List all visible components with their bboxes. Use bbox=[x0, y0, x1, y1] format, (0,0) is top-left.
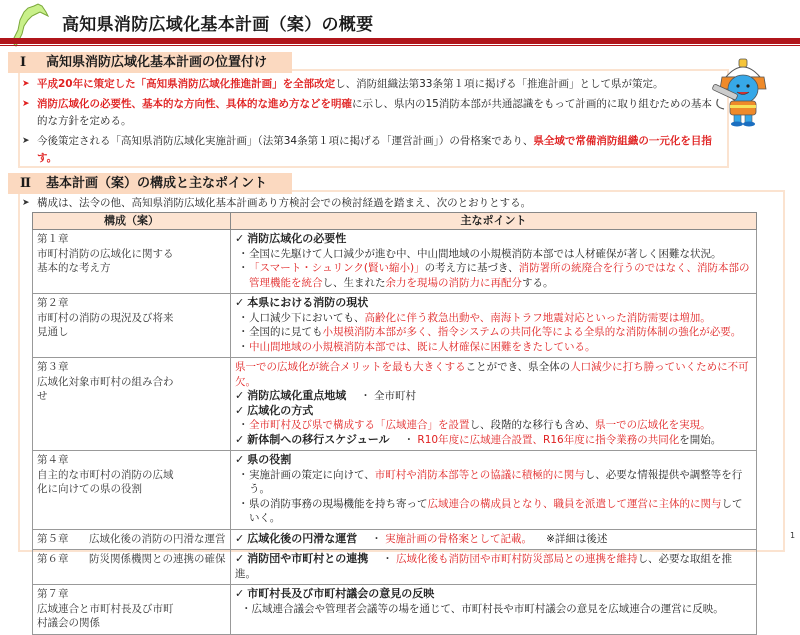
highlight-text: 消防署所の統廃合を行うのではなく、消防本部の管理機能を統合 bbox=[249, 262, 750, 289]
point-sub-text: を開始。 bbox=[679, 433, 722, 446]
chapter-title: 広域化後の消防の円滑な運営 bbox=[89, 532, 226, 545]
chapter-title: 広域連合と市町村長及び市町村議会の関係 bbox=[37, 602, 174, 629]
table-row bbox=[33, 294, 757, 358]
list-item bbox=[22, 96, 712, 130]
chapter-title: 市町村消防の広域化に関する基本的な考え方 bbox=[37, 247, 174, 274]
points-cell bbox=[231, 585, 757, 635]
note-text: ※詳細は後述 bbox=[546, 532, 608, 545]
chapter-number: 第５章 bbox=[37, 532, 69, 545]
chapter-title: 広域化対象市町村の組み合わせ bbox=[37, 375, 174, 402]
bullet-item: ・ 人口減少下においても、高齢化に伴う救急出動や、南海トラフ地震対応といった消防需要は増加。 bbox=[238, 311, 711, 324]
checkmark-icon: ✓ bbox=[235, 232, 245, 245]
page-title: 高知県消防広域化基本計画（案）の概要 bbox=[62, 15, 374, 35]
chapter-cell bbox=[33, 451, 231, 530]
chapter-number: 第４章 bbox=[37, 454, 69, 466]
points-cell bbox=[231, 294, 757, 358]
checkmark-icon: ✓ bbox=[235, 432, 245, 446]
chapter-cell bbox=[33, 585, 231, 635]
points-cell bbox=[231, 358, 757, 451]
list-item bbox=[22, 76, 712, 93]
highlight-text: 市町村や消防本部等との協議に積極的に関与 bbox=[374, 468, 585, 481]
item-text: し、消防組織法第33条第１項に掲げる「推進計画」として県が策定。 bbox=[335, 78, 664, 90]
point-heading: ✓ 広域化後の円滑な運営 ・ 実施計画の骨格案として記載。 ※詳細は後述 bbox=[235, 531, 608, 545]
chapter-number: 第７章 bbox=[37, 588, 69, 600]
point-heading-text: 新体制への移行スケジュール bbox=[247, 432, 390, 446]
section2-heading bbox=[8, 173, 292, 194]
point-heading bbox=[235, 389, 752, 404]
section2-number: Ⅱ bbox=[20, 176, 31, 191]
chapter-cell bbox=[33, 358, 231, 451]
bullet-item: ・ 県の消防事務の現場機能を持ち寄って広域連合の構成員となり、職員を派遣して運営に主体的に関与していく。 bbox=[238, 497, 743, 524]
section2-title: 基本計画（案）の構成と主なポイント bbox=[46, 176, 268, 191]
bullet-text: ことができ、県全体の bbox=[465, 361, 571, 373]
highlight-text: 県一での広域化が統合メリットを最も大きくする bbox=[235, 361, 466, 373]
list-item bbox=[22, 133, 712, 167]
table-row bbox=[33, 550, 757, 585]
point-heading bbox=[235, 453, 752, 468]
bullet-text: 県の消防事務の現場機能を持ち寄って bbox=[249, 497, 428, 510]
table-header-row bbox=[33, 213, 757, 230]
point-sub-text: ・ 全市町村 bbox=[360, 390, 417, 402]
highlight-text: 消防広域化の必要性、基本的な方向性、具体的な進め方などを明確 bbox=[37, 98, 352, 110]
section1-list bbox=[22, 76, 712, 170]
firefighter-mascot-icon bbox=[710, 55, 776, 127]
point-heading: ✓ 消防団や市町村との連携 ・ 広域化後も消防団や市町村防災部局との連携を維持し、必要な取組を推進。 bbox=[235, 552, 733, 580]
checkmark-icon: ✓ bbox=[235, 587, 245, 600]
checkmark-icon: ✓ bbox=[235, 531, 245, 545]
bullet-text: し、生まれた bbox=[322, 276, 386, 289]
chapter-cell bbox=[33, 529, 231, 550]
bullet-item: ・ 中山間地域の小規模消防本部では、既に人材確保に困難をきたしている。 bbox=[238, 340, 596, 353]
highlight-text: 余力を現場の消防力に再配分 bbox=[385, 276, 522, 289]
points-cell bbox=[231, 550, 757, 585]
highlight-text: 広域連合の構成員となり、職員を派遣して運営に主体的に関与 bbox=[427, 497, 722, 510]
chapter-number: 第２章 bbox=[37, 297, 69, 309]
chapter-cell bbox=[33, 294, 231, 358]
bullet-text: の考え方に基づき、 bbox=[424, 262, 519, 274]
highlight-text: 県全域で常備消防組織の一元化を目指す。 bbox=[37, 135, 712, 164]
point-heading-text: 市町村長及び市町村議会の意見の反映 bbox=[247, 587, 435, 600]
highlight-text: 広域化後も消防団や市町村防災部局との連携を維持 bbox=[396, 553, 638, 565]
checkmark-icon: ✓ bbox=[235, 552, 245, 565]
chapter-number: 第３章 bbox=[37, 361, 69, 373]
point-heading-text: 消防広域化重点地域 bbox=[247, 389, 347, 402]
highlight-text: 小規模消防本部が多く、指令システムの共同化等による全県的な消防体制の強化が必要。 bbox=[322, 326, 742, 338]
point-heading-text: 県の役割 bbox=[247, 453, 292, 466]
intro-text: 構成は、法令の他、高知県消防広域化基本計画あり方検討会での検討経過を踏まえ、次のとおりとする。 bbox=[37, 197, 532, 209]
checkmark-icon: ✓ bbox=[235, 403, 245, 417]
chapter-cell bbox=[33, 230, 231, 294]
point-heading bbox=[235, 587, 752, 602]
arrow-right-icon: ➤ bbox=[22, 79, 30, 89]
bullet-item: ・ 全市町村及び県で構成する「広域連合」を設置し、段階的な移行も含め、県一での広域化を実現。 bbox=[238, 419, 711, 431]
point-heading bbox=[235, 296, 752, 311]
point-heading-text: 本県における消防の現状 bbox=[247, 296, 369, 309]
highlight-text: 人口減少に打ち勝っていくために不可欠。 bbox=[235, 361, 749, 388]
chapter-number: 第１章 bbox=[37, 233, 69, 245]
chapter-title: 自主的な市町村の消防の広域化に向けての県の役割 bbox=[37, 468, 174, 495]
bullet-item: ・ 「スマート・シュリンク(賢い縮小)」の考え方に基づき、消防署所の統廃合を行うのではなく、消防本部の管理機能を統合し、生まれた余力を現場の消防力に再配分する。 bbox=[238, 262, 750, 289]
chapter-title: 市町村の消防の現況及び将来見通し bbox=[37, 311, 174, 338]
table-row bbox=[33, 230, 757, 294]
highlight-text: 実施計画の骨格案として記載。 bbox=[385, 532, 533, 545]
points-cell bbox=[231, 230, 757, 294]
highlight-text: 高齢化に伴う救急出動や、南海トラフ地震対応といった消防需要は増加。 bbox=[364, 311, 711, 324]
bullet-text: していく。 bbox=[249, 497, 743, 524]
bullet-text: し、段階的な移行も含め、 bbox=[469, 419, 596, 431]
points-cell bbox=[231, 451, 757, 530]
bullet-item: ・ 全国的に見ても小規模消防本部が多く、指令システムの共同化等による全県的な消防体制の強化が必要。 bbox=[238, 326, 742, 338]
highlight-text: 平成20年に策定した「高知県消防広域化推進計画」を全部改定 bbox=[37, 78, 336, 90]
arrow-right-icon: ➤ bbox=[22, 99, 30, 109]
column-header-points: 主なポイント bbox=[231, 213, 757, 230]
bullet-item: ・ 実施計画の策定に向けて、市町村や消防本部等との協議に積極的に関与し、必要な情報提供や調整等を行う。 bbox=[238, 468, 743, 495]
highlight-text: 全市町村及び県で構成する「広域連合」を設置 bbox=[249, 419, 470, 431]
point-sub-text: し、必要な取組を推進。 bbox=[235, 553, 733, 580]
bullet-item bbox=[235, 602, 752, 617]
table-row bbox=[33, 451, 757, 530]
chapter-title: 防災関係機関との連携の確保 bbox=[89, 553, 226, 565]
bullet-text: 全国的に見ても bbox=[249, 326, 323, 338]
item-text: 今後策定される「高知県消防広域化実施計画」（法第34条第１項に掲げる「運営計画」）の骨格案であり、 bbox=[37, 135, 534, 147]
structure-table bbox=[32, 212, 757, 635]
checkmark-icon: ✓ bbox=[235, 296, 245, 309]
point-heading-text: 消防広域化の必要性 bbox=[247, 232, 347, 245]
section2-intro bbox=[22, 196, 531, 211]
page-number: 1 bbox=[790, 531, 796, 540]
header-divider bbox=[0, 38, 800, 44]
section1-number: Ⅰ bbox=[20, 55, 27, 70]
checkmark-icon: ✓ bbox=[235, 453, 245, 466]
chapter-number: 第６章 bbox=[37, 553, 69, 565]
table-row bbox=[33, 358, 757, 451]
table-row bbox=[33, 529, 757, 550]
item-text: に示し、県内の15消防本部が共通認識をもって計画的に取り組むための基本的な方針を定める。 bbox=[37, 98, 712, 127]
highlight-text: 中山間地域の小規模消防本部では、既に人材確保に困難をきたしている。 bbox=[249, 340, 596, 353]
table-row bbox=[33, 585, 757, 635]
column-header-structure: 構成（案） bbox=[33, 213, 231, 230]
bullet-text: 全国に先駆けて人口減少が進む中、中山間地域の小規模消防本部では人材確保が著しく困難な状況。 bbox=[249, 247, 722, 260]
lead-text bbox=[235, 360, 752, 389]
bullet-text: 人口減少下においても、 bbox=[249, 311, 365, 324]
bullet-text: する。 bbox=[522, 276, 554, 289]
bullet-text: 実施計画の策定に向けて、 bbox=[249, 468, 375, 481]
highlight-text: 「スマート・シュリンク(賢い縮小)」 bbox=[249, 262, 425, 274]
point-heading bbox=[235, 232, 752, 247]
section1-heading bbox=[8, 52, 292, 73]
highlight-text: 県一での広域化を実現。 bbox=[595, 419, 711, 431]
bullet-text: し、必要な情報提供や調整等を行う。 bbox=[249, 468, 743, 495]
point-heading-text: 広域化の方式 bbox=[247, 403, 314, 417]
points-cell bbox=[231, 529, 757, 550]
chapter-cell bbox=[33, 550, 231, 585]
point-heading bbox=[235, 404, 752, 419]
bullet-item: ・ 全国に先駆けて人口減少が進む中、中山間地域の小規模消防本部では人材確保が著しく困難な状況。 bbox=[238, 247, 722, 260]
checkmark-icon: ✓ bbox=[235, 389, 245, 402]
point-heading-text: 広域化後の円滑な運営 bbox=[247, 531, 358, 545]
header-divider-thin bbox=[0, 45, 800, 46]
arrow-right-icon: ➤ bbox=[22, 136, 30, 146]
arrow-right-icon: ➤ bbox=[22, 198, 30, 208]
page-header bbox=[0, 0, 800, 46]
bullet-text: ・広域連合議会や管理者会議等の場を通じて、市町村長や市町村議会の意見を広域連合の運営に反映。 bbox=[241, 602, 724, 615]
point-heading-text: 消防団や市町村との連携 bbox=[247, 552, 369, 565]
point-heading: ✓ 新体制への移行スケジュール ・ R10年度に広域連合設置、R16年度に指令業務の共同化を開始。 bbox=[235, 432, 722, 446]
section1-title: 高知県消防広域化基本計画の位置付け bbox=[46, 55, 268, 70]
highlight-text: R10年度に広域連合設置、R16年度に指令業務の共同化 bbox=[417, 433, 680, 446]
